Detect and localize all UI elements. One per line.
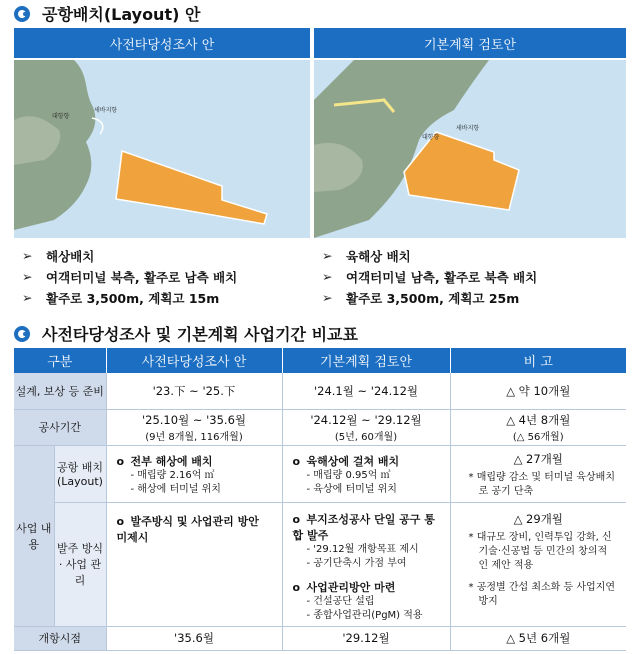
circle-bullet-icon: o	[292, 512, 301, 526]
arrow-icon: ➢	[22, 248, 33, 263]
header-category: 구분	[14, 348, 106, 373]
layout-left-header: 사전타당성조사 안	[14, 28, 310, 58]
map-label-daehang: 대항항	[52, 113, 70, 120]
layout-right-bullets	[322, 245, 626, 308]
construction-basic: '24.12월 ~ '29.12월 (5년, 60개월)	[282, 409, 450, 445]
row-label-layout: 공항 배치 (Layout)	[54, 445, 106, 502]
row-label-construction: 공사기간	[14, 409, 106, 445]
list-item: ➢ 활주로 3,500m, 계획고 15m	[22, 290, 220, 306]
order-basic: o 부지조성공사 단일 공구 통합 발주 - '29.12월 개항목표 제시 - 공기단축시 가점 부여 o 사업관리방안 마련 - 건설공단 설립 - 종합사업관리(PgM) 적용	[282, 502, 450, 626]
arrow-icon: ➢	[322, 290, 333, 305]
opening-pre: '35.6월	[106, 626, 282, 650]
row-label-order: 발주 방식 · 사업 관리	[54, 502, 106, 626]
arrow-icon: ➢	[22, 290, 33, 305]
list-item: ➢ 여객터미널 북측, 활주로 남측 배치	[22, 269, 238, 285]
order-pre: o 발주방식 및 사업관리 방안 미제시	[106, 502, 282, 626]
header-note: 비 고	[450, 348, 626, 373]
map-label-daehang-right: 대항항	[422, 134, 440, 141]
row-label-business: 사업 내용	[14, 445, 54, 626]
list-item: ➢ 해상배치	[22, 248, 95, 264]
layout-right-header: 기본계획 검토안	[314, 28, 626, 58]
layout-note: △ 27개월 * 매립량 감소 및 터미널 육상배치로 공기 단축	[450, 445, 626, 502]
header-basic: 기본계획 검토안	[282, 348, 450, 373]
map-label-saebaji: 새바지항	[94, 107, 118, 114]
section1-title: 공항배치(Layout) 안	[14, 2, 200, 25]
layout-basic: o 육해상에 걸쳐 배치 - 매립량 0.95억 ㎥ - 육상에 터미널 위치	[282, 445, 450, 502]
opening-basic: '29.12월	[282, 626, 450, 650]
layout-left-map	[14, 60, 310, 238]
map-label-saebaji-right: 새바지항	[456, 125, 480, 132]
opening-note: △ 5년 6개월	[450, 626, 626, 650]
arrow-icon: ➢	[322, 248, 333, 263]
design-basic: '24.1월 ~ '24.12월	[282, 373, 450, 409]
section-bullet-icon	[14, 5, 32, 23]
circle-bullet-icon: o	[292, 580, 301, 594]
design-note: △ 약 10개월	[450, 373, 626, 409]
circle-bullet-icon: o	[292, 454, 301, 468]
section2-title: 사전타당성조사 및 기본계획 사업기간 비교표	[14, 322, 358, 345]
arrow-icon: ➢	[322, 269, 333, 284]
arrow-icon: ➢	[22, 269, 33, 284]
layout-right-map	[314, 60, 626, 238]
row-label-design: 설계, 보상 등 준비	[14, 373, 106, 409]
layout-pre: o 전부 해상에 배치 - 매립량 2.16억 ㎥ - 해상에 터미널 위치	[106, 445, 282, 502]
section-bullet-icon	[14, 325, 32, 343]
circle-bullet-icon: o	[116, 454, 125, 468]
row-label-opening: 개항시점	[14, 626, 106, 650]
construction-pre: '25.10월 ~ '35.6월 (9년 8개월, 116개월)	[106, 409, 282, 445]
order-note: △ 29개월 * 대규모 장비, 인력투입 강화, 신기술·신공법 등 민간의 창의적인 제안 적용 * 공정별 간섭 최소화 등 사업지연 방지	[450, 502, 626, 626]
construction-note: △ 4년 8개월 (△ 56개월)	[450, 409, 626, 445]
list-item: ➢ 여객터미널 남측, 활주로 북측 배치	[322, 269, 538, 285]
header-pre: 사전타당성조사 안	[106, 348, 282, 373]
design-pre: '23.下 ~ '25.下	[106, 373, 282, 409]
layout-left-bullets	[22, 245, 310, 308]
comparison-table	[14, 348, 626, 651]
list-item: ➢ 활주로 3,500m, 계획고 25m	[322, 290, 520, 306]
circle-bullet-icon: o	[116, 514, 125, 528]
list-item: ➢ 육해상 배치	[322, 248, 411, 264]
